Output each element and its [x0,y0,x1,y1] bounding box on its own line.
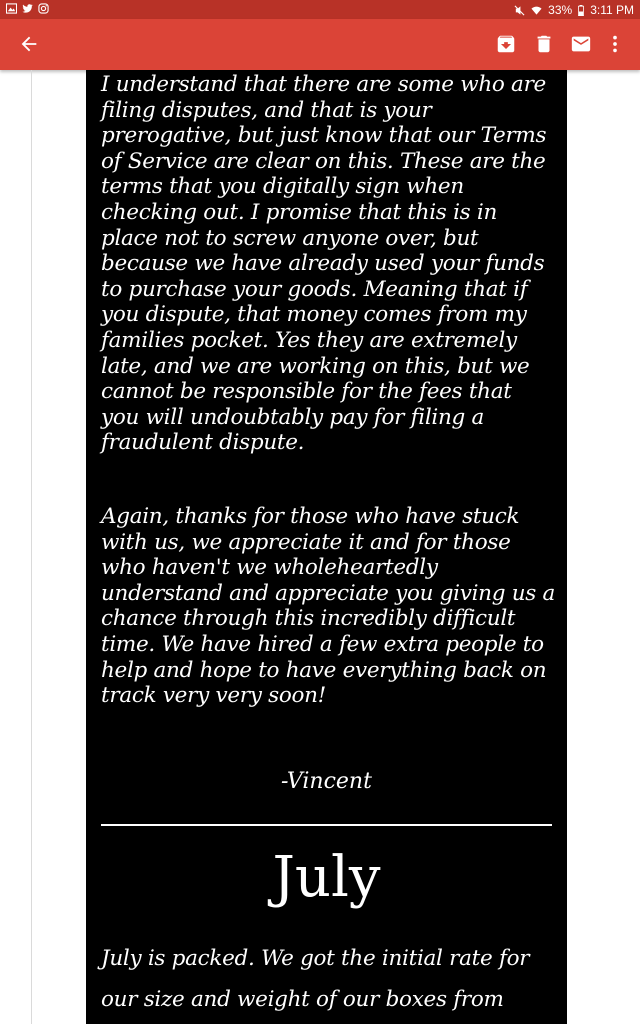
delete-icon[interactable] [533,33,555,55]
mute-icon [514,5,525,16]
back-arrow-icon[interactable] [18,33,40,55]
signature: -Vincent [281,769,372,794]
thread-divider [31,70,32,1024]
instagram-icon [38,3,49,14]
horizontal-rule [101,824,552,826]
gallery-icon [6,3,17,14]
email-paragraph: Again, thanks for those who have stuck with us, we appreciate it and for those who haven't we wholeheartedly understand and appreciate you giving us a chance through this incredibly difficult time. We have hired a few extra people to help and hope to have everything back on track very very soon! [101,504,556,709]
wifi-icon [531,5,542,16]
clock: 3:11 PM [590,3,634,17]
status-bar [0,0,640,19]
battery-percent: 33% [548,3,573,17]
email-body [86,70,567,1024]
archive-icon[interactable] [495,33,517,55]
battery-icon [578,5,584,16]
app-bar [0,19,640,70]
more-vert-icon[interactable] [604,33,626,55]
email-paragraph: I understand that there are some who are filing disputes, and that is your prerogative, but just know that our Terms of Service are clear on this. These are the terms that you digitally sign when checking out. I promise that this is in place not to screw anyone over, but because we have already used your funds to purchase your goods. Meaning that if you dispute, that money comes from my families pocket. Yes they are extremely late, and we are working on this, but we cannot be responsible for the fees that you will undoubtably pay for filing a fraudulent dispute. [101,72,547,456]
twitter-icon [22,3,33,14]
section-heading: July [272,845,381,910]
mark-unread-icon[interactable] [570,33,592,55]
email-paragraph: July is packed. We got the initial rate for our size and weight of our boxes from [101,946,530,1012]
